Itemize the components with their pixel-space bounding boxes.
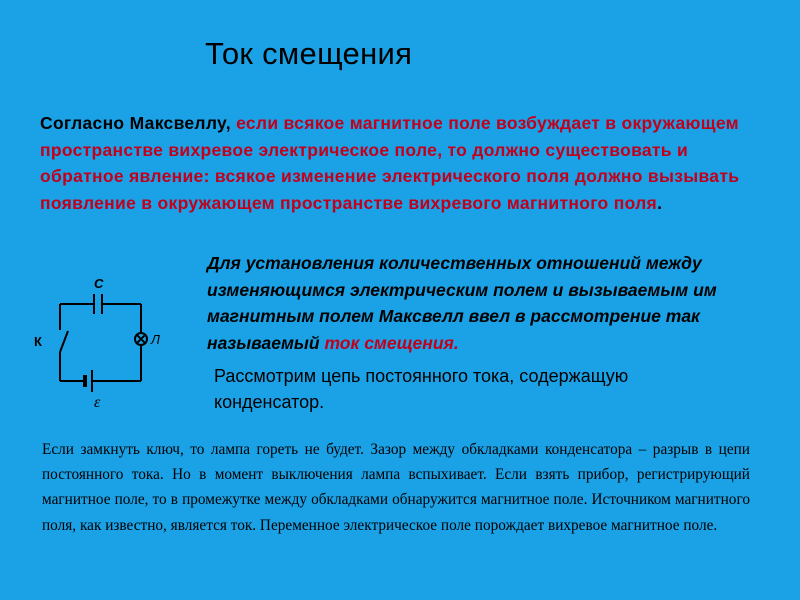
intro-paragraph — [40, 110, 750, 216]
explanation-paragraph: Если замкнуть ключ, то лампа гореть не будет. Зазор между обкладками конденсатора – разрыв в цепи постоянного тока. Но в момент выключения лампа вспыхивает. Если взять прибор, регистрирующий магнитное поле, то в промежутке между обкладками обнаружится магнитное поле. Источником магнитного поля, как известно, является ток. Переменное электрическое поле порождает вихревое магнитное поле. — [42, 441, 750, 534]
displacement-current-term: ток смещения. — [324, 332, 459, 353]
slide-title: Ток смещения — [205, 36, 413, 71]
intro-end: . — [657, 192, 663, 213]
intro-highlight: если всякое магнитное поле возбуждает в окружающем пространстве вихревое электрическое поле, то должно существовать и обратное явление: всякое изменение электрического поля должно вызывать появление в окружающем пространстве вихревого магнитного поля — [40, 113, 740, 213]
consider-paragraph: Рассмотрим цепь постоянного тока, содержащую конденсатор. — [214, 366, 629, 412]
key-label: К — [34, 334, 42, 349]
circuit-diagram — [30, 274, 170, 414]
capacitor-label: C — [94, 276, 104, 291]
intro-lead: Согласно Максвеллу, — [40, 113, 237, 133]
lamp-label: Л — [151, 332, 160, 347]
relations-text: Для установления количественных отношений между изменяющимся электрическим полем и вызываемым им магнитным полем Максвелл ввел в рассмотрение так называемый — [207, 253, 717, 353]
relations-paragraph — [207, 250, 762, 356]
circuit-wires — [60, 294, 147, 392]
key-switch — [60, 331, 68, 352]
emf-label: ε — [94, 394, 101, 411]
